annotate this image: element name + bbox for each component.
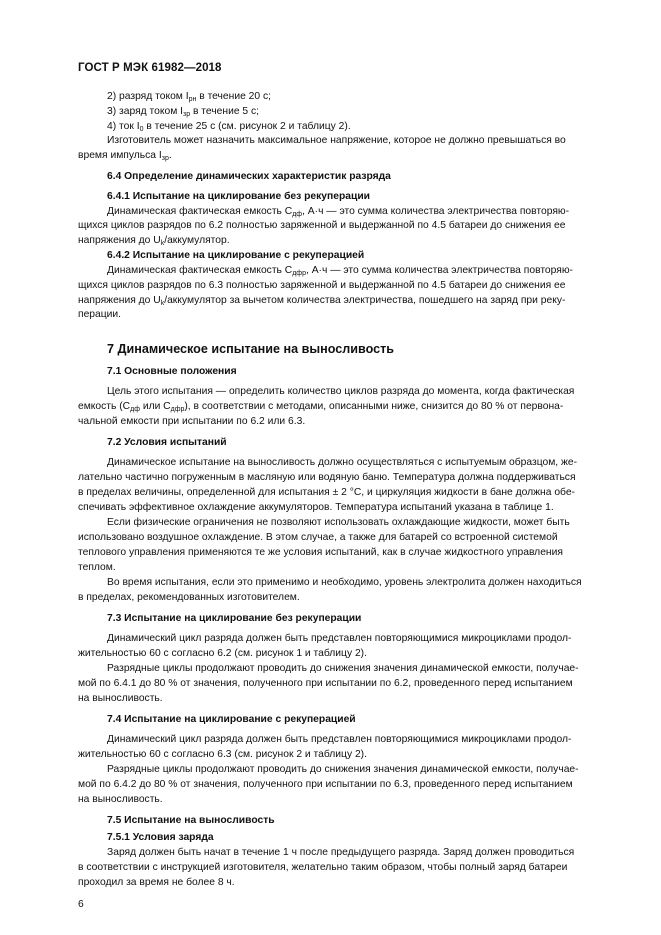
section-heading: 7.4 Испытание на циклирование с рекуперацией xyxy=(107,714,356,725)
section-heading: 6.4 Определение динамических характеристик разряда xyxy=(107,171,391,182)
paragraph-line: теплового управления применяются те же условия испытаний, как в случае жидкостного управления xyxy=(78,547,563,558)
paragraph-line: Цель этого испытания — определить количество циклов разряда до момента, когда фактическая xyxy=(107,386,575,397)
paragraph-line: Динамическая фактическая емкость $C_{дф}$, А·ч — это сумма количества электричества повторяю- xyxy=(107,206,570,218)
paragraph-line: проходил за время не более 8 ч. xyxy=(78,877,235,888)
paragraph-line: Изготовитель может назначить максимальное напряжение, которое не должно превышаться во xyxy=(107,135,566,146)
paragraph-line: емкость ($C_{дф}$ или $C_{дфр}$), в соответствии с методами, описанными ниже, снизится до 80 % от первона- xyxy=(78,401,564,413)
section-heading: 7.1 Основные положения xyxy=(107,366,237,377)
paragraph-line: Динамическая фактическая емкость $C_{дфр}$, А·ч — это сумма количества электричества повторяю- xyxy=(107,265,573,277)
subsection-heading: 6.4.1 Испытание на циклирование без рекуперации xyxy=(107,191,370,202)
list-item: 4) ток $I_0$ в течение 25 с (см. рисунок 2 и таблицу 2). xyxy=(107,121,351,133)
paragraph-line: Заряд должен быть начат в течение 1 ч после предыдущего разряда. Заряд должен проводиться xyxy=(107,847,575,858)
page-number: 6 xyxy=(78,899,84,910)
paragraph-line: Во время испытания, если это применимо и необходимо, уровень электролита должен находиться xyxy=(107,577,582,588)
paragraph-line: жительностью 60 с согласно 6.2 (см. рисунок 1 и таблицу 2). xyxy=(78,648,367,659)
paragraph-line: лательно частично погруженным в масляную или водяную баню. Температура должна поддерживаться xyxy=(78,472,576,483)
paragraph-line: Разрядные циклы продолжают проводить до снижения значения динамической емкости, получае- xyxy=(107,663,579,674)
subsection-heading: 6.4.2 Испытание на циклирование с рекуперацией xyxy=(107,250,365,261)
paragraph-line: щихся циклов разрядов по 6.3 полностью заряженной и выдержанной по 4.5 батареи до снижения ее xyxy=(78,280,566,291)
paragraph-line: в пределах, рекомендованных изготовителем. xyxy=(78,592,300,603)
paragraph-line: Разрядные циклы продолжают проводить до снижения значения динамической емкости, получае- xyxy=(107,764,579,775)
paragraph-line: на выносливость. xyxy=(78,693,163,704)
paragraph-line: чальной емкости при испытании по 6.2 или 6.3. xyxy=(78,416,306,427)
list-item: 3) заряд током $I_{зр}$ в течение 5 с; xyxy=(107,106,259,118)
section-heading: 7.3 Испытание на циклирование без рекуперации xyxy=(107,613,362,624)
paragraph-line: мой по 6.4.2 до 80 % от значения, полученного при испытании по 6.3, проведенного перед испытанием xyxy=(78,779,573,790)
chapter-heading: 7 Динамическое испытание на выносливость xyxy=(107,342,395,356)
paragraph-line: спечивать эффективное охлаждение аккумуляторов. Температура испытаний указана в таблице 1. xyxy=(78,502,554,513)
paragraph-line: щихся циклов разрядов по 6.2 полностью заряженной и выдержанной по 4.5 батареи до снижения ее xyxy=(78,220,566,231)
paragraph-line: напряжения до $U_k$/аккумулятор. xyxy=(78,235,230,247)
paragraph-line: Динамическое испытание на выносливость должно осуществляться с испытуемым образцом, же- xyxy=(107,457,578,468)
paragraph-line: время импульса $I_{зр}$. xyxy=(78,150,172,162)
section-heading: 7.2 Условия испытаний xyxy=(107,437,227,448)
paragraph-line: теплом. xyxy=(78,562,116,573)
paragraph-line: перации. xyxy=(78,309,122,320)
paragraph-line: на выносливость. xyxy=(78,794,163,805)
paragraph-line: Динамический цикл разряда должен быть представлен повторяющимися микроциклами продол- xyxy=(107,734,572,745)
paragraph-line: мой по 6.4.1 до 80 % от значения, полученного при испытании по 6.2, проведенного перед испытанием xyxy=(78,678,573,689)
section-heading: 7.5 Испытание на выносливость xyxy=(107,815,275,826)
paragraph-line: напряжения до $U_k$/аккумулятор за вычетом количества электричества, пошедшего на заряд при реку- xyxy=(78,295,566,307)
paragraph-line: в соответствии с инструкцией изготовителя, желательно таким образом, чтобы полный заряд батареи xyxy=(78,862,568,873)
paragraph-line: жительностью 60 с согласно 6.3 (см. рисунок 2 и таблицу 2). xyxy=(78,749,367,760)
paragraph-line: Динамический цикл разряда должен быть представлен повторяющимися микроциклами продол- xyxy=(107,633,572,644)
list-item: 2) разряд током $I_{рн}$ в течение 20 с; xyxy=(107,91,271,103)
paragraph-line: Если физические ограничения не позволяют использовать охлаждающие жидкости, может быть xyxy=(107,517,570,528)
paragraph-line: в пределах величины, определенной для испытания ± 2 °С, и циркуляция жидкости в бане должна обе- xyxy=(78,487,575,498)
document-header: ГОСТ Р МЭК 61982—2018 xyxy=(78,62,222,74)
subsection-heading: 7.5.1 Условия заряда xyxy=(107,832,214,843)
paragraph-line: использовано воздушное охлаждение. В этом случае, а также для батарей со встроенной системой xyxy=(78,532,558,543)
